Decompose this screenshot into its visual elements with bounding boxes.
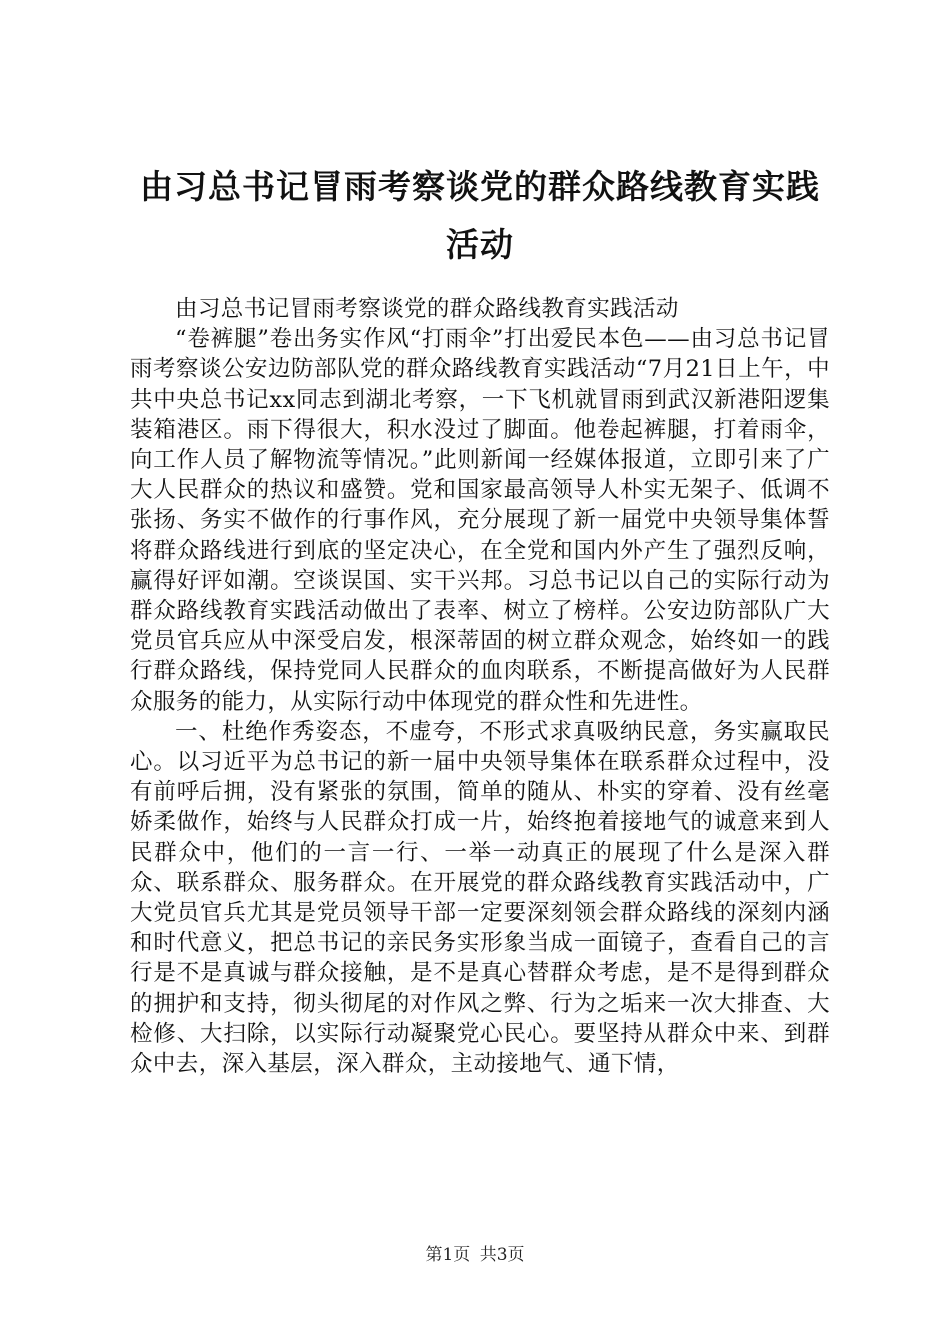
page-total: 共3页 (479, 1245, 525, 1265)
paragraph-section-one: 一、杜绝作秀姿态，不虚夸，不形式求真吸纳民意，务实赢取民心。以习近平为总书记的新一届中央领导集体在联系群众过程中，没有前呼后拥，没有紧张的氛围，简单的随从、朴实的穿着、没有丝毫娇柔做作，始终与人民群众打成一片，始终抱着接地气的诚意来到人民群众中，他们的一言一行、一举一动真正的展现了什么是深入群众、联系群众、服务群众。在开展党的群众路线教育实践活动中，广大党员官兵尤其是党员领导干部一定要深刻领会群众路线的深刻内涵和时代意义，把总书记的亲民务实形象当成一面镜子，查看自己的言行是不是真诚与群众接触，是不是真心替群众考虑，是不是得到群众的拥护和支持，彻头彻尾的对作风之弊、行为之垢来一次大排查、大检修、大扫除，以实际行动凝聚党心民心。要坚持从群众中来、到群众中去，深入基层，深入群众，主动接地气、通下情， (130, 718, 830, 1078)
page-footer (0, 1244, 950, 1266)
title-line-1: 由习总书记冒雨考察谈党的群众路线教育实践 (140, 167, 820, 206)
title-line-2: 活动 (446, 225, 514, 264)
document-title (110, 158, 850, 274)
page-number: 第1页 (425, 1245, 471, 1265)
document-body (130, 294, 830, 1079)
paragraph-intro: “卷裤腿”卷出务实作风“打雨伞”打出爱民本色——由习总书记冒雨考察谈公安边防部队党的群众路线教育实践活动“7月21日上午，中共中央总书记xx同志到湖北考察，一下飞机就冒雨到武汉新港阳逻集装箱港区。雨下得很大，积水没过了脚面。他卷起裤腿，打着雨伞，向工作人员了解物流等情况。”此则新闻一经媒体报道，立即引来了广大人民群众的热议和盛赞。党和国家最高领导人朴实无架子、低调不张扬、务实不做作的行事作风，充分展现了新一届党中央领导集体誓将群众路线进行到底的坚定决心，在全党和国内外产生了强烈反响，赢得好评如潮。空谈误国、实干兴邦。习总书记以自己的实际行动为群众路线教育实践活动做出了表率、树立了榜样。公安边防部队广大党员官兵应从中深受启发，根深蒂固的树立群众观念，始终如一的践行群众路线，保持党同人民群众的血肉联系，不断提高做好为人民群众服务的能力，从实际行动中体现党的群众性和先进性。 (130, 326, 830, 715)
paragraph-subtitle: 由习总书记冒雨考察谈党的群众路线教育实践活动 (175, 296, 679, 322)
